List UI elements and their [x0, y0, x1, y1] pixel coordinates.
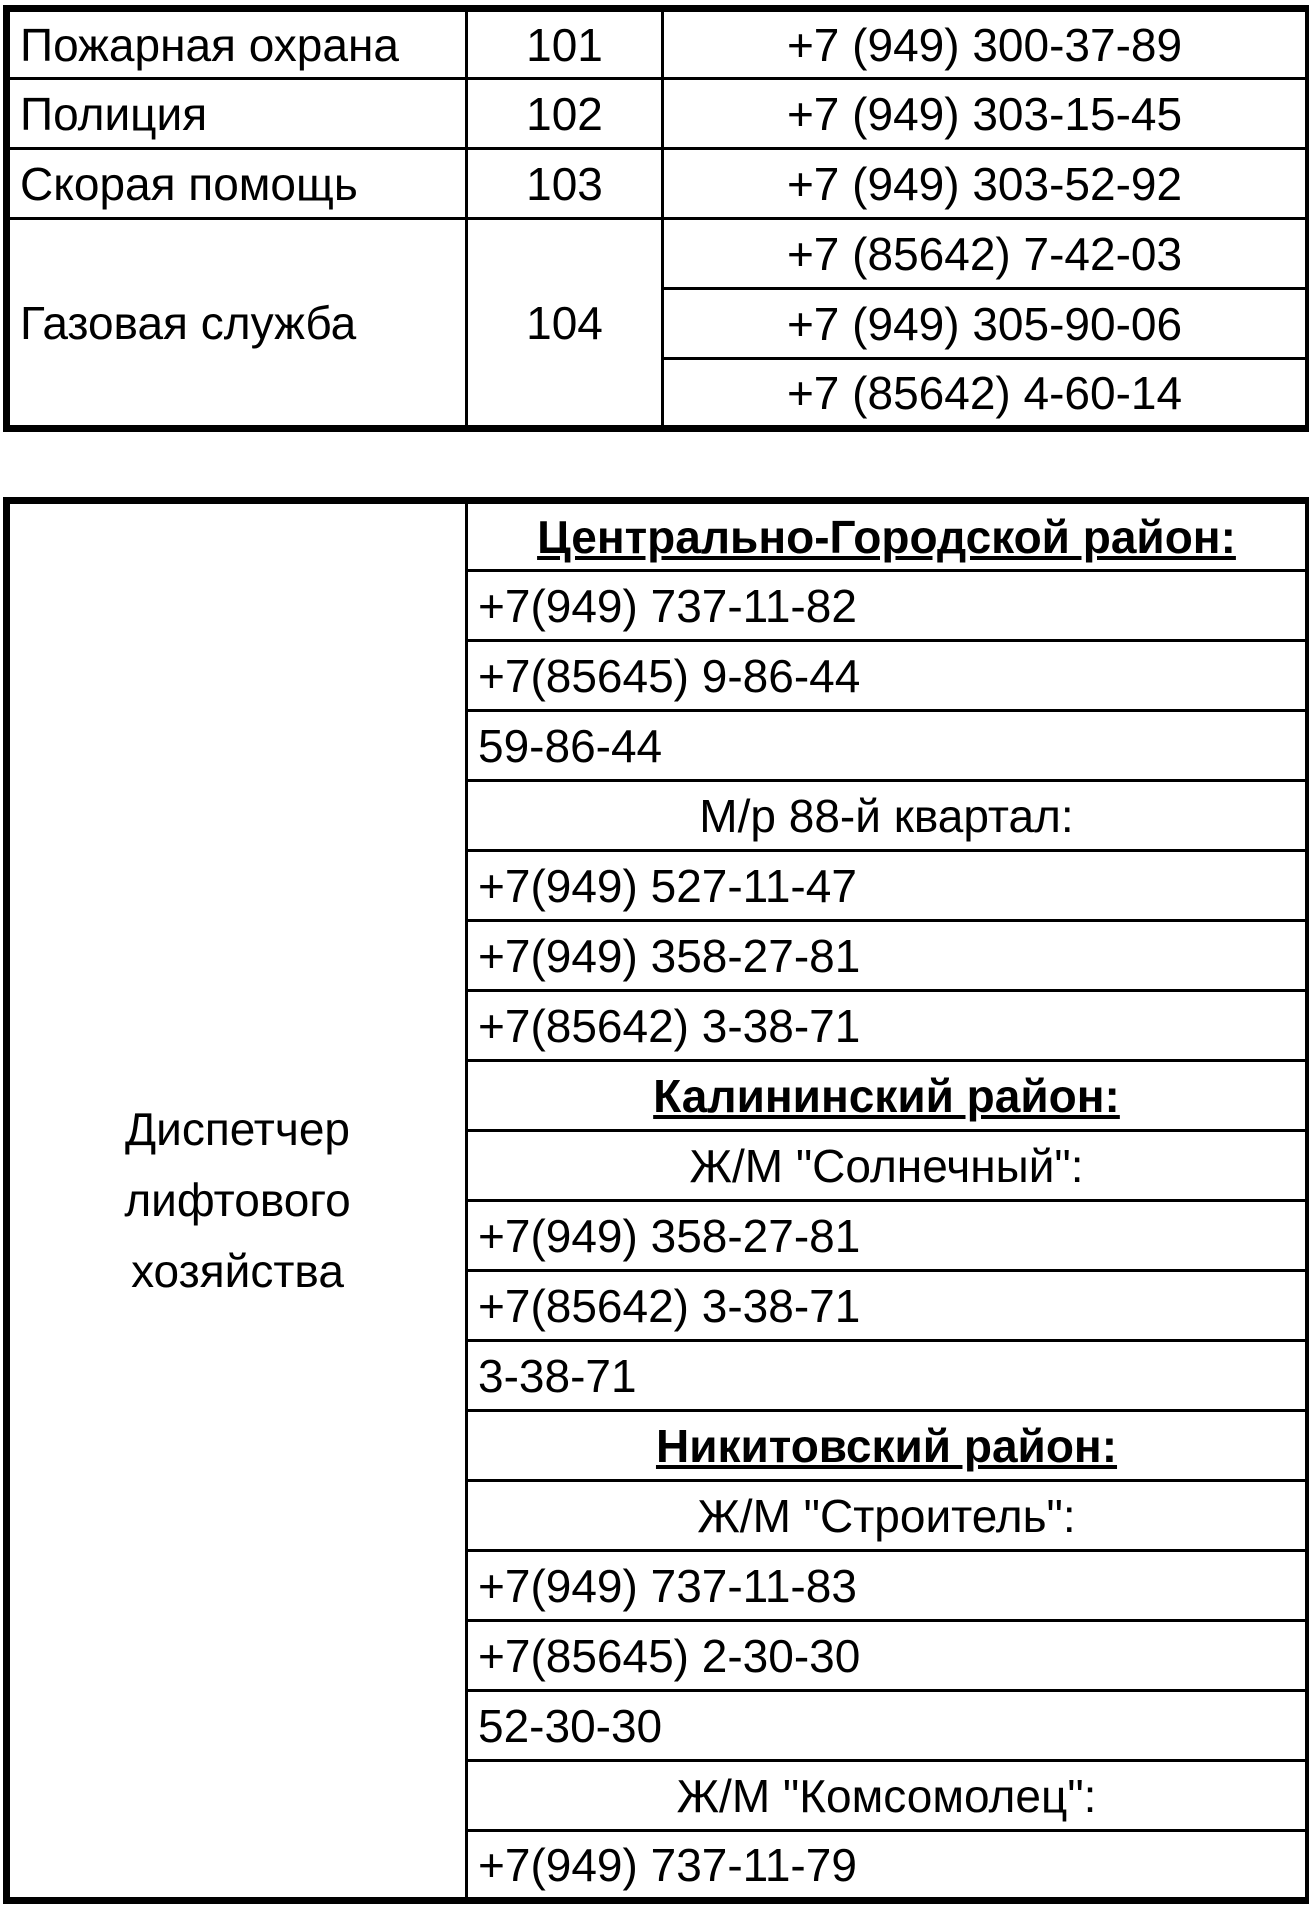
- service-name: Газовая служба: [7, 219, 467, 429]
- district-heading: Калининский район:: [467, 1061, 1309, 1131]
- phone-number: +7(85645) 9-86-44: [467, 641, 1309, 711]
- phone-number: +7(949) 358-27-81: [467, 1201, 1309, 1271]
- table-row: [7, 149, 1309, 219]
- subarea-heading: М/р 88-й квартал:: [467, 781, 1309, 851]
- service-code: 102: [467, 79, 663, 149]
- service-code: 104: [467, 219, 663, 429]
- subarea-heading: Ж/М "Комсомолец":: [467, 1761, 1309, 1831]
- phone-number: +7(949) 527-11-47: [467, 851, 1309, 921]
- district-heading: Никитовский район:: [467, 1411, 1309, 1481]
- service-phone: +7 (949) 303-52-92: [663, 149, 1309, 219]
- phone-number: +7(949) 737-11-79: [467, 1831, 1309, 1901]
- table-row: [7, 501, 1309, 571]
- table-row: [7, 9, 1309, 79]
- district-heading: Центрально-Городской район:: [467, 501, 1309, 571]
- emergency-services-table: [3, 5, 1309, 432]
- phone-number: 3-38-71: [467, 1341, 1309, 1411]
- service-phone: +7 (949) 305-90-06: [663, 289, 1309, 359]
- service-phone: +7 (949) 300-37-89: [663, 9, 1309, 79]
- service-phone: +7 (85642) 4-60-14: [663, 359, 1309, 429]
- lift-dispatcher-table: [3, 497, 1309, 1904]
- phone-number: 59-86-44: [467, 711, 1309, 781]
- subarea-heading: Ж/М "Строитель":: [467, 1481, 1309, 1551]
- table-row: [7, 79, 1309, 149]
- phone-number: +7(949) 737-11-82: [467, 571, 1309, 641]
- service-name: Скорая помощь: [7, 149, 467, 219]
- service-name: Полиция: [7, 79, 467, 149]
- service-code: 101: [467, 9, 663, 79]
- label-line: Диспетчер: [124, 1102, 350, 1155]
- service-phone: +7 (949) 303-15-45: [663, 79, 1309, 149]
- label-line: лифтового: [124, 1173, 351, 1226]
- table-row: [7, 219, 1309, 289]
- service-code: 103: [467, 149, 663, 219]
- phone-number: +7(949) 737-11-83: [467, 1551, 1309, 1621]
- service-phone: +7 (85642) 7-42-03: [663, 219, 1309, 289]
- phone-number: +7(85645) 2-30-30: [467, 1621, 1309, 1691]
- phone-number: +7(85642) 3-38-71: [467, 1271, 1309, 1341]
- phone-number: +7(85642) 3-38-71: [467, 991, 1309, 1061]
- subarea-heading: Ж/М "Солнечный":: [467, 1131, 1309, 1201]
- phone-number: +7(949) 358-27-81: [467, 921, 1309, 991]
- lift-dispatcher-label: [7, 501, 467, 1901]
- service-name: Пожарная охрана: [7, 9, 467, 79]
- label-line: хозяйства: [131, 1245, 344, 1298]
- phone-number: 52-30-30: [467, 1691, 1309, 1761]
